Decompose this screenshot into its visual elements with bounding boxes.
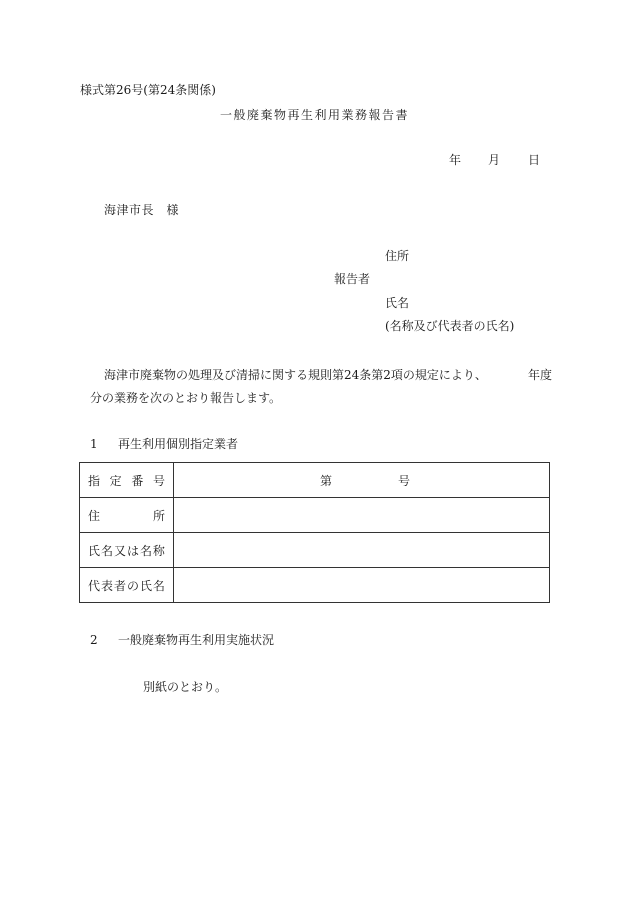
label-char: 者 — [113, 578, 126, 593]
date-day-label: 日 — [528, 153, 541, 167]
label-char: 氏 — [139, 578, 152, 593]
section1-heading — [90, 436, 238, 452]
name-or-title-label — [80, 533, 174, 568]
reporter-address-label: 住所 — [385, 249, 410, 263]
section1-title: 再生利用個別指定業者 — [118, 437, 239, 451]
addressee: 海津市長 様 — [104, 203, 180, 217]
table-row — [80, 533, 550, 568]
label-char: 名 — [139, 543, 152, 558]
document-title: 一般廃棄物再生利用業務報告書 — [220, 108, 410, 122]
label-char: 名 — [152, 578, 165, 593]
label-char: 番 — [131, 473, 144, 488]
label-char: 代 — [88, 578, 101, 593]
label-char: は — [126, 543, 139, 558]
table-row — [80, 463, 550, 498]
body-text-line2: 分の業務を次のとおり報告します。 — [90, 391, 282, 405]
body-text-line1: 海津市廃棄物の処理及び清掃に関する規則第24条第2項の規定により、 — [104, 368, 487, 382]
representative-name-label — [80, 568, 174, 603]
label-char: の — [126, 578, 139, 593]
reporter-name-note: (名称及び代表者の氏名) — [385, 319, 515, 333]
section1-number: 1 — [90, 437, 98, 451]
section2-number: 2 — [90, 633, 98, 647]
number-suffix: 号 — [398, 474, 411, 488]
form-number: 様式第26号(第24条関係) — [80, 83, 216, 97]
label-char: 表 — [100, 578, 113, 593]
attachment-note: 別紙のとおり。 — [143, 680, 228, 694]
label-char: 称 — [152, 543, 165, 558]
table-row — [80, 568, 550, 603]
designated-contractor-table — [79, 462, 550, 603]
label-char: 住 — [88, 508, 101, 523]
address-label — [80, 498, 174, 533]
number-prefix: 第 — [320, 474, 333, 488]
label-char: 定 — [109, 473, 122, 488]
representative-name-field[interactable] — [174, 568, 550, 603]
designation-number-label — [80, 463, 174, 498]
label-char: 指 — [88, 473, 101, 488]
address-field[interactable] — [174, 498, 550, 533]
reporter-label: 報告者 — [334, 272, 371, 286]
name-or-title-field[interactable] — [174, 533, 550, 568]
label-char: 号 — [152, 473, 165, 488]
reporter-name-label: 氏名 — [385, 296, 410, 310]
label-char: 又 — [113, 543, 126, 558]
date-month-label: 月 — [488, 153, 501, 167]
table-row — [80, 498, 550, 533]
label-char: 名 — [100, 543, 113, 558]
fiscal-year-label: 年度 — [528, 368, 553, 382]
label-char: 氏 — [88, 543, 101, 558]
label-char: 所 — [152, 508, 165, 523]
date-year-label: 年 — [449, 153, 462, 167]
section2-heading — [90, 632, 274, 648]
section2-title: 一般廃棄物再生利用実施状況 — [118, 633, 275, 647]
designation-number-field[interactable] — [174, 463, 550, 498]
